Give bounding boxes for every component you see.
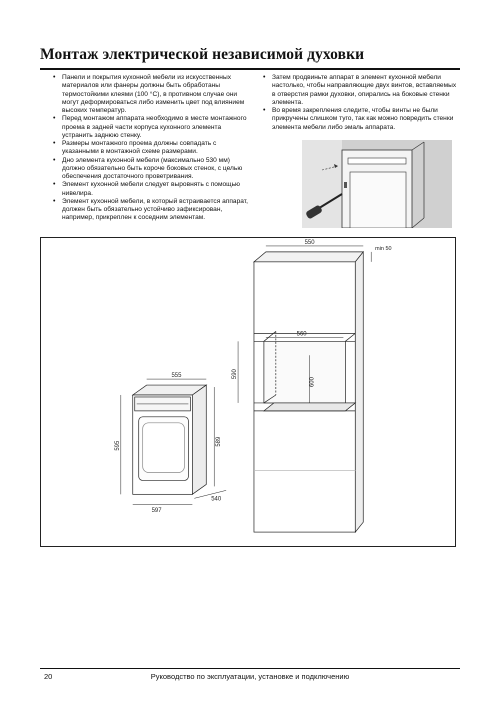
dim-niche-height: 590 <box>232 369 239 380</box>
dim-niche-depth: 560 <box>296 331 307 338</box>
dim-cabinet-width: 550 <box>304 239 315 246</box>
dim-niche-opening: 600 <box>309 377 316 388</box>
footer-text: Руководство по эксплуатации, установке и подключению <box>150 672 350 681</box>
footer-rule <box>40 668 460 669</box>
instruction-item: • Затем продвиньте аппарат в элемент кухонной мебели настолько, чтобы направляющие двух винтов, вставляемых в отверстия рамки духовки, опирались на боковые стенки элемента. <box>262 74 458 107</box>
title-rule <box>40 68 460 70</box>
page-title: Монтаж электрической независимой духовки <box>40 46 365 63</box>
dim-oven-width: 597 <box>151 508 162 515</box>
instruction-item: • Дно элемента кухонной мебели (максимально 530 мм) должно обязательно быть короче боковых стенок, с целью обеспечения достаточного проветривания. <box>52 157 248 182</box>
instruction-item: • Размеры монтажного проема должны совпадать с указанными в монтажной схеме размерами. <box>52 140 248 157</box>
screw-fixing-illustration <box>302 140 452 228</box>
dim-oven-depth: 555 <box>171 373 182 380</box>
dim-oven-height-side: 589 <box>216 436 223 447</box>
dim-oven-side-depth: 540 <box>211 496 222 503</box>
instruction-item: • Во время закрепления следите, чтобы винты не были прикручены слишком туго, так как можно повредить стенки элемента мебели либо эмаль аппарата. <box>262 107 458 132</box>
instruction-item: • Элемент кухонной мебели следует выровнять с помощью нивелира. <box>52 181 248 198</box>
dim-min-gap: min 50 <box>375 245 392 252</box>
tall-cabinet <box>254 252 363 532</box>
dim-oven-height-front: 595 <box>114 440 121 451</box>
oven-unit <box>133 385 207 494</box>
page-number: 20 <box>44 672 53 681</box>
instruction-item: • Панели и покрытия кухонной мебели из искусственных материалов или фанеры должны быть обработаны термостойкими клеями (100 °C), в противном случае они могут деформироваться либо изменить цвет под влиянием высоких температур. <box>52 74 248 115</box>
instructions-left-column <box>52 74 248 223</box>
instructions-right-column <box>262 74 458 132</box>
instruction-item: • Перед монтажом аппарата необходимо в месте монтажного проема в задней части корпуса кухонного элемента устранить заднюю стенку. <box>52 115 248 140</box>
installation-diagram <box>40 237 456 547</box>
instruction-item: • Элемент кухонной мебели, в который встраивается аппарат, должен быть обязательно устойчиво зафиксирован, например, прикреплен к соседним элементам. <box>52 198 248 223</box>
